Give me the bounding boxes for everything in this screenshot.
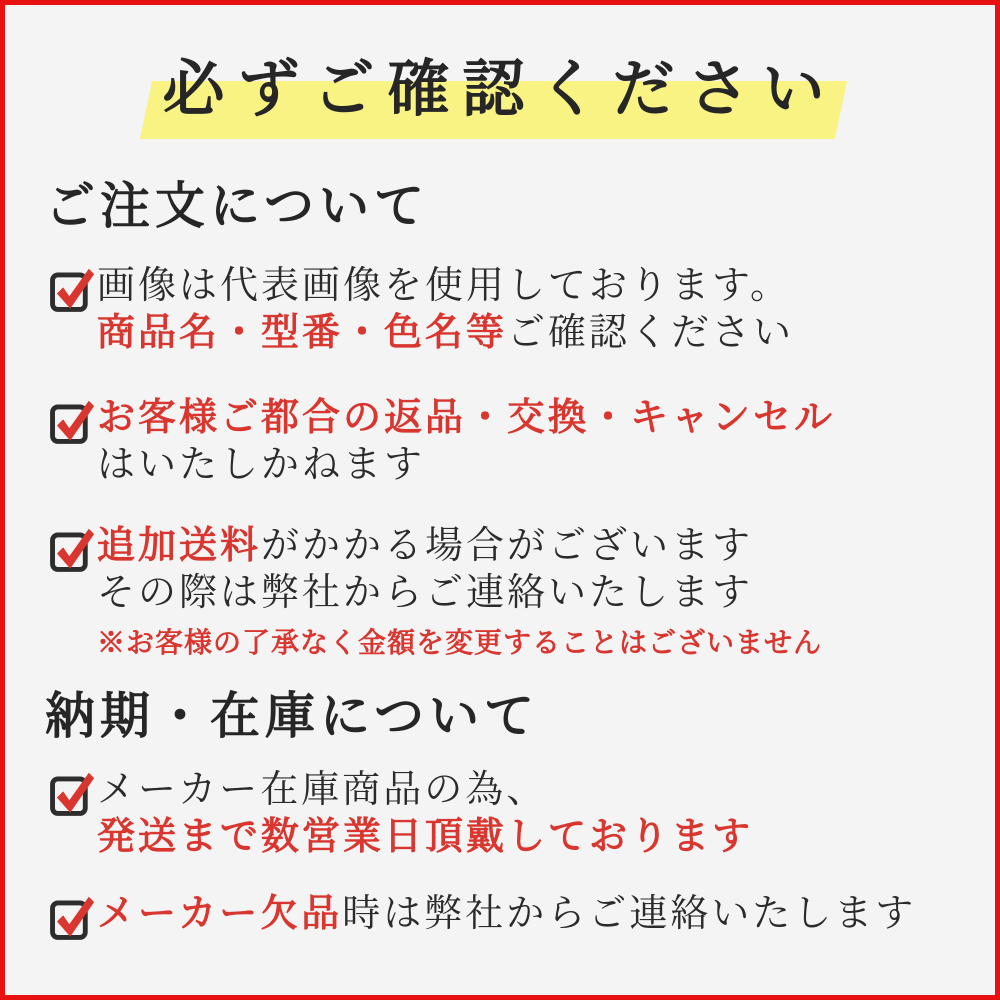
item5-line1 <box>97 891 916 938</box>
section-heading-stock: 納期・在庫について <box>45 688 539 744</box>
item-text <box>97 395 835 489</box>
notice-item-extra-shipping <box>45 523 955 663</box>
notice-item-maker-stock <box>45 767 955 861</box>
page-title-text: 必ずご確認ください <box>162 56 838 124</box>
item-text <box>97 767 753 861</box>
item3-line1 <box>97 523 822 570</box>
item3-line1-red: 追加送料 <box>97 525 262 567</box>
checkbox-checked-icon <box>49 769 95 819</box>
item3-line1-black: がかかる場合がございます <box>261 525 754 567</box>
item2-line1-red: お客様ご都合の返品・交換・キャンセル <box>97 397 836 439</box>
page-title-wrap <box>5 5 995 135</box>
item2-line2: はいたしかねます <box>97 444 426 486</box>
page-title <box>162 45 837 135</box>
item4-line1: メーカー在庫商品の為、 <box>97 769 548 811</box>
item3-note: ※お客様の了承なく金額を変更することはございません <box>97 628 823 659</box>
notice-body <box>5 175 995 943</box>
checkbox-checked-icon <box>49 525 95 575</box>
checkbox-checked-icon <box>49 397 95 447</box>
notice-item-no-returns <box>45 395 955 489</box>
item3-line2: その際は弊社からご連絡いたします <box>97 572 754 614</box>
item5-line1-red: メーカー欠品 <box>97 893 343 935</box>
notice-item-representative-image <box>45 263 955 357</box>
notice-item-maker-shortage <box>45 891 955 943</box>
item1-line2-black: ご確認ください <box>507 312 795 354</box>
section-heading-order: ご注文について <box>45 178 429 234</box>
checkbox-checked-icon <box>49 893 95 943</box>
item-text <box>97 263 794 357</box>
item1-line1: 画像は代表画像を使用しております。 <box>97 265 791 307</box>
item-text <box>97 891 916 938</box>
item5-line1-black: 時は弊社からご連絡いたします <box>342 893 917 935</box>
item4-line2-red: 発送まで数営業日頂戴しております <box>97 816 754 858</box>
item1-line2-red: 商品名・型番・色名等 <box>97 312 508 354</box>
item1-line2 <box>97 310 794 357</box>
item-text <box>97 523 822 663</box>
checkbox-checked-icon <box>49 265 95 315</box>
